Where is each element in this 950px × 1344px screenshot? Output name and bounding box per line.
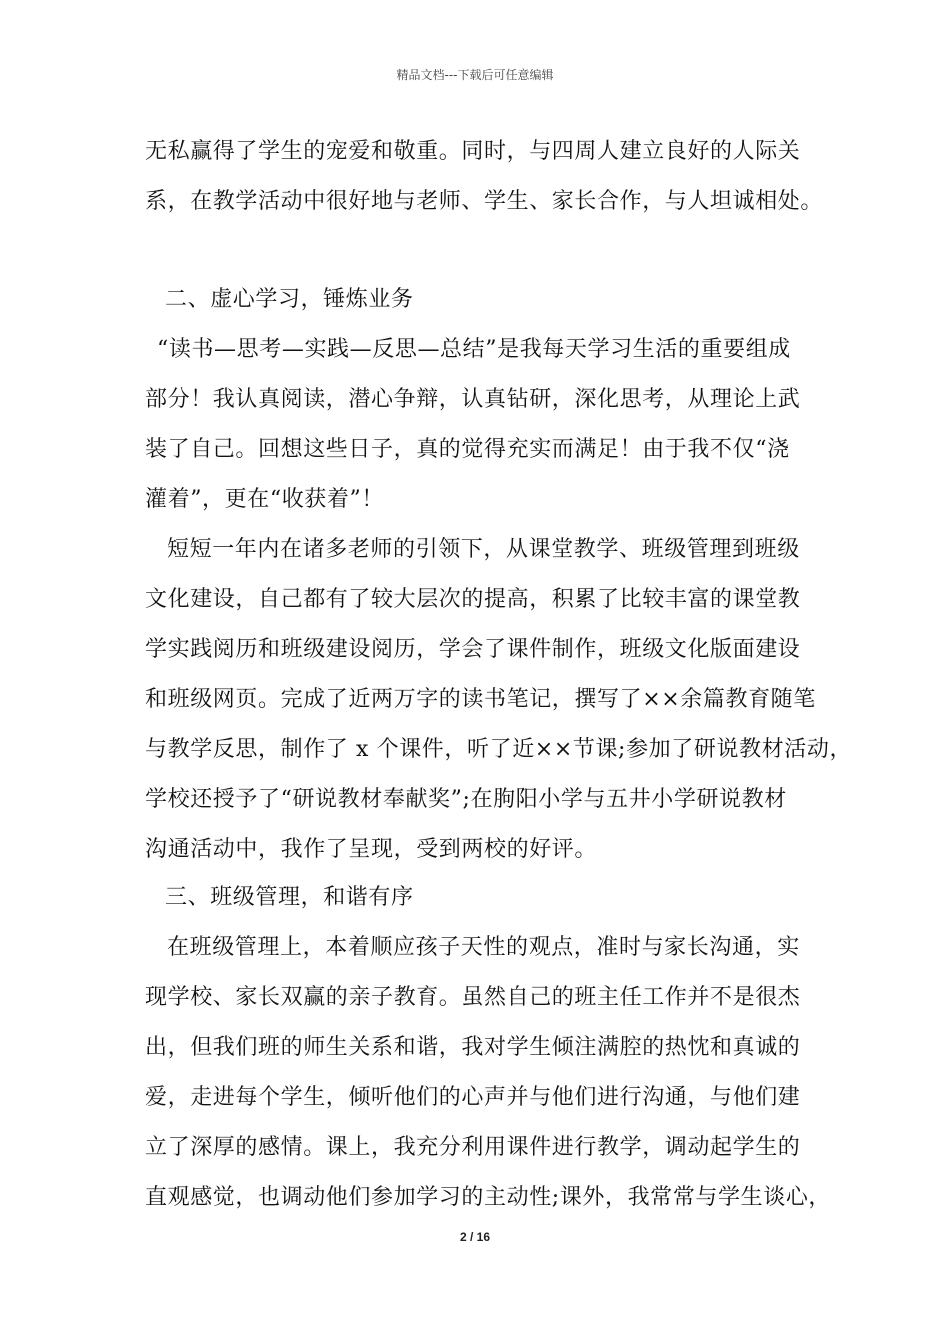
body-line: 文化建设，自己都有了较大层次的提高，积累了比较丰富的课堂教 <box>145 587 801 612</box>
body-line: 灌着”，更在“收获着”！ <box>145 487 384 512</box>
section-heading: 三、班级管理，和谐有序 <box>165 885 414 910</box>
body-line: 现学校、家长双赢的亲子教育。虽然自己的班主任工作并不是很杰 <box>145 985 801 1010</box>
body-line: 出，但我们班的师生关系和谐，我对学生倾注满腔的热忱和真诚的 <box>145 1035 801 1060</box>
body-line: 无私赢得了学生的宠爱和敬重。同时，与四周人建立良好的人际关 <box>145 139 801 164</box>
body-line: 立了深厚的感情。课上，我充分利用课件进行教学，调动起学生的 <box>145 1135 801 1160</box>
body-line: 系，在教学活动中很好地与老师、学生、家长合作，与人坦诚相处。 <box>145 189 824 214</box>
page-number: 2 / 16 <box>459 1230 491 1244</box>
body-line: 直观感觉，也调动他们参加学习的主动性;课外，我常常与学生谈心， <box>145 1185 832 1210</box>
body-line: 爱，走进每个学生，倾听他们的心声并与他们进行沟通，与他们建 <box>145 1085 801 1110</box>
body-line: 部分！我认真阅读，潜心争辩，认真钻研，深化思考，从理论上武 <box>145 387 801 412</box>
body-line: 装了自己。回想这些日子，真的觉得充实而满足！由于我不仅“浇 <box>145 437 790 462</box>
section-heading: 二、虚心学习，锤炼业务 <box>165 287 414 312</box>
body-line: 学校还授予了“研说教材奉献奖”;在朐阳小学与五井小学研说教材 <box>145 787 787 812</box>
body-line: 在班级管理上，本着顺应孩子天性的观点，准时与家长沟通，实 <box>167 935 800 960</box>
body-line: 沟通活动中，我作了呈现，受到两校的好评。 <box>145 837 598 862</box>
body-line: “读书—思考—实践—反思—总结”是我每天学习生活的重要组成 <box>157 337 791 362</box>
body-line: 和班级网页。完成了近两万字的读书笔记，撰写了××余篇教育随笔 <box>145 687 816 712</box>
body-line: 学实践阅历和班级建设阅历，学会了课件制作，班级文化版面建设 <box>145 637 801 662</box>
body-line: 与教学反思，制作了 x 个课件，听了近××节课;参加了研说教材活动， <box>145 737 853 762</box>
page-header: 精品文档---下载后可任意编辑 <box>396 68 554 82</box>
body-line: 短短一年内在诸多老师的引领下，从课堂教学、班级管理到班级 <box>167 537 800 562</box>
